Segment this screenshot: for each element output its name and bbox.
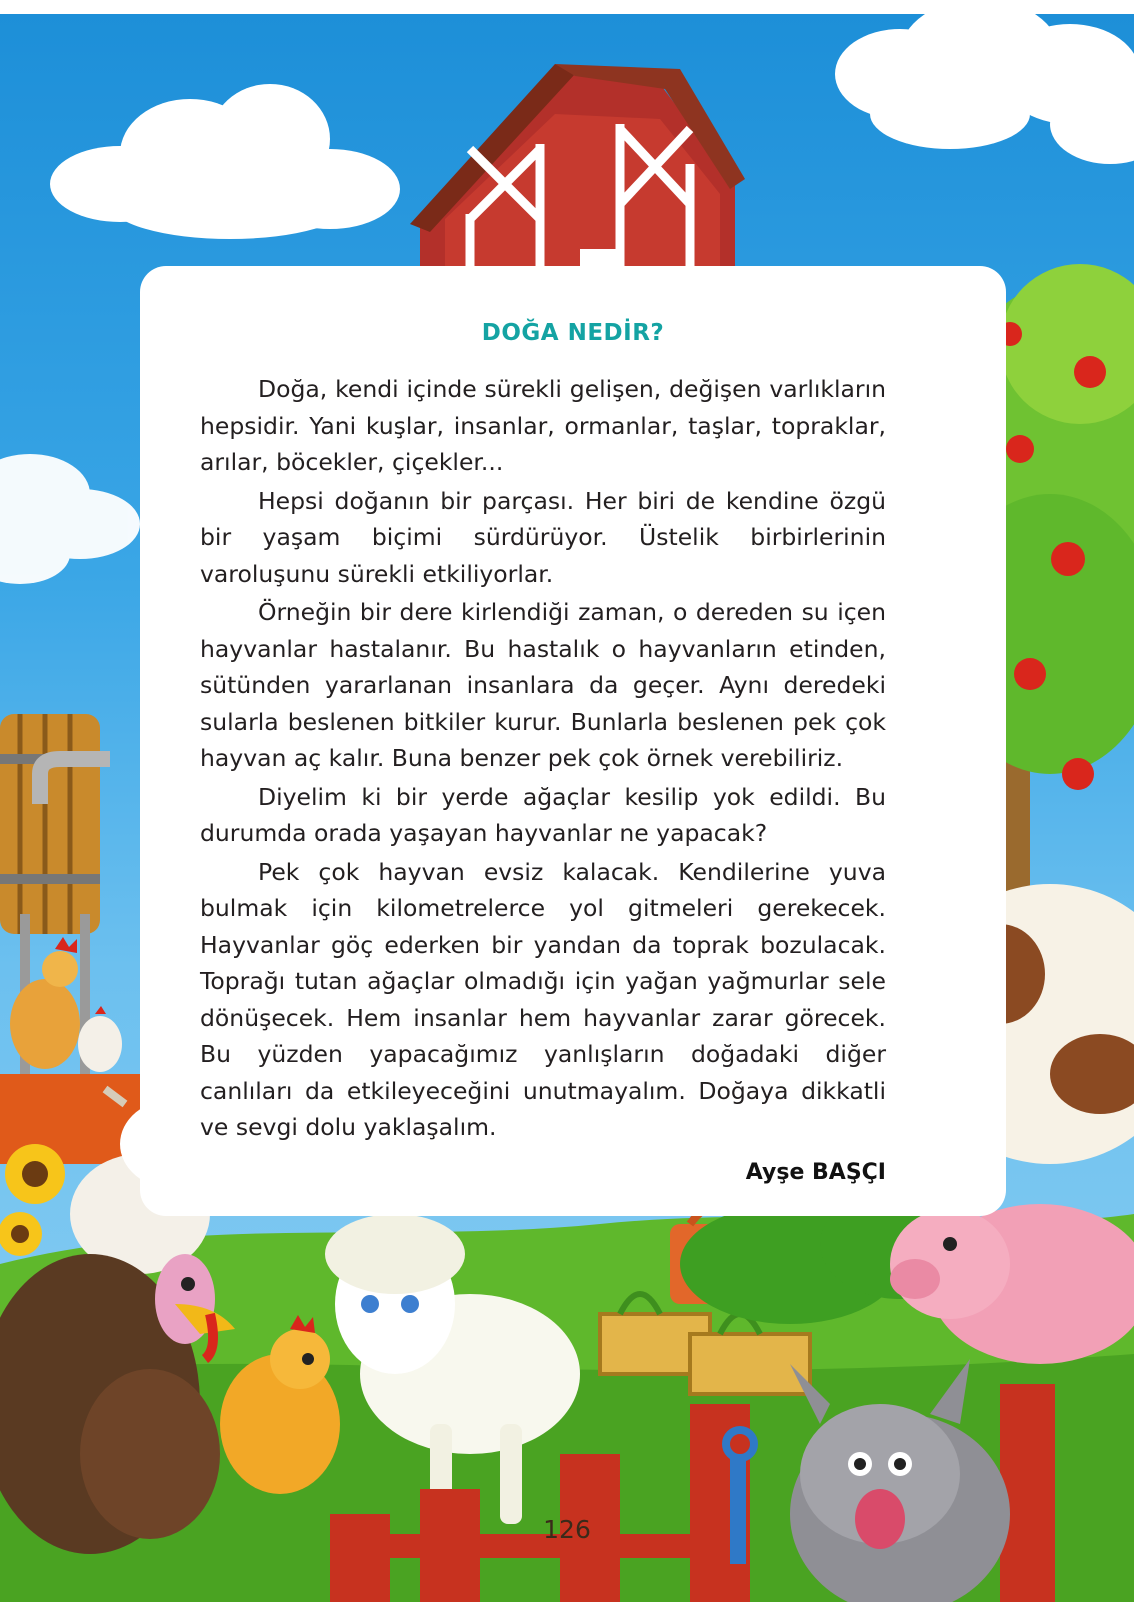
paragraph: Doğa, kendi içinde sürekli gelişen, değişen varlıkların hepsidir. Yani kuşlar, insanlar, ormanlar, taşlar, topraklar, arılar, böcekler, çiçekler... <box>200 375 886 476</box>
paragraph: Pek çok hayvan evsiz kalacak. Kendilerine yuva bulmak için kilometrelerce yol gitmeleri gerekecek. Hayvanlar göç ederken bir yandan da toprak bozulacak. Toprağı tutan ağaçlar olmadığı için yağan yağmurlar sele dönüşecek. Hem insanlar hem hayvanlar zarar görecek. Bu yüzden yapacağımız yanlışların doğadaki diğer canlıları da etkileyeceğini unutmayalım. Doğaya dikkatli ve sevgi dolu yaklaşalım. <box>200 857 886 1141</box>
author-name: Ayşe BAŞÇI <box>745 1160 886 1185</box>
paragraph: Örneğin bir dere kirlendiği zaman, o dereden su içen hayvanlar hastalanır. Bu hastalık o hayvanların etinden, sütünden yararlanan insanlara da geçer. Aynı deredeki sularla beslenen bitkiler kurur. Bunlarla beslenen pek çok hayvan aç kalır. Buna benzer pek çok örnek verebiliriz. <box>200 598 886 772</box>
cloud-icon <box>50 84 400 239</box>
sunflower-icon <box>0 1144 65 1256</box>
page-number: 126 <box>543 1515 591 1544</box>
cloud-icon <box>0 454 140 584</box>
turkey-icon <box>0 1254 235 1554</box>
paragraph: Hepsi doğanın bir parçası. Her biri de kendine özgü bir yaşam biçimi sürdürüyor. Üstelik birbirlerinin varoluşunu sürekli etkiliyorlar. <box>200 486 886 588</box>
barn-icon <box>410 64 745 274</box>
story-text <box>200 371 886 1148</box>
paragraph: Diyelim ki bir yerde ağaçlar kesilip yok edildi. Bu durumda orada yaşayan hayvanlar ne yapacak? <box>200 782 886 847</box>
page-title: DOĞA NEDİR? <box>481 320 665 346</box>
storybook-page <box>0 14 1134 1602</box>
cloud-icon <box>835 14 1134 164</box>
